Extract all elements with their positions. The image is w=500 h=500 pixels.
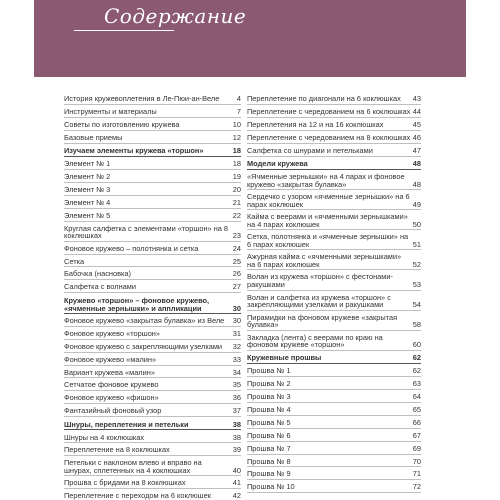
toc-page-number: 70 [412, 456, 421, 466]
toc-page-number: 52 [412, 260, 421, 270]
leader-line [64, 475, 241, 476]
toc-page-number: 12 [232, 132, 241, 142]
toc-entry-title: Прошва № 1 [247, 366, 291, 376]
toc-page-number: 46 [412, 132, 421, 142]
leader-line [64, 117, 241, 118]
leader-line [64, 169, 241, 170]
leader-line [64, 156, 241, 157]
toc-page-number: 41 [232, 478, 241, 488]
toc-page-number: 54 [412, 300, 421, 310]
toc-section-heading [247, 160, 421, 168]
toc-entry [247, 367, 421, 375]
toc-page-number: 71 [412, 469, 421, 479]
leader-line [247, 130, 421, 131]
toc-entry [247, 419, 421, 427]
toc-entry [64, 492, 241, 500]
toc-entry-title: Фоновое кружево «торшон» [64, 328, 161, 338]
toc-entry-title: Кружево «торшон» – фоновое кружево, «ячменные зернышки» и аппликации [64, 295, 210, 313]
toc-entry [64, 186, 241, 194]
leader-line [247, 104, 421, 105]
toc-entry-title: «Ячменные зернышки» на 4 парах и фоновое кружево «закрытая булавка» [247, 171, 405, 189]
toc-page-number: 48 [412, 179, 421, 189]
toc-entry-title: Салфетка со шнурами и петельками [247, 145, 373, 155]
toc-page-number: 22 [232, 210, 241, 220]
toc-entry-title: Фоновое кружево «малин» [64, 354, 157, 364]
toc-entry-title: Переплетение с чередованием на 8 коклюшках [247, 132, 411, 142]
toc-page-number: 7 [236, 106, 241, 116]
toc-entry-title: Прошва № 7 [247, 443, 291, 453]
toc-entry [247, 445, 421, 453]
toc-entry-title: Кружевные прошвы [247, 353, 322, 363]
toc-page-number: 72 [412, 482, 421, 492]
toc-page-number: 62 [412, 353, 421, 363]
toc-entry-title: Закладка (лента) с веерами по краю на фоновом кружеве «торшон» [247, 332, 383, 350]
leader-line [247, 117, 421, 118]
toc-page-number: 40 [232, 466, 241, 476]
toc-entry-title: Элемент № 2 [64, 171, 111, 181]
leader-line [247, 330, 421, 331]
toc-entry-title: Вариант кружева «малин» [64, 367, 155, 377]
toc-page-number: 26 [232, 269, 241, 279]
header-banner [34, 0, 466, 77]
toc-entry-title: Сердечко с узором «ячменные зернышки» на 6 парах коклюшек [247, 192, 410, 209]
toc-entry-title: Сетка, полотнянка и «ячменные зернышки» на 6 парах коклюшек [247, 232, 409, 250]
toc-entry-title: Сетка [64, 256, 85, 266]
toc-page-number: 32 [232, 341, 241, 351]
toc-entry [64, 381, 241, 389]
toc-entry-title: Переплетение с чередованием на 6 коклюшках [247, 106, 411, 116]
toc-right-column [247, 95, 421, 496]
leader-line [247, 363, 421, 364]
toc-page-number: 66 [412, 417, 421, 427]
toc-entry [64, 212, 241, 220]
toc-entry-title: Бабочка (насновка) [64, 269, 131, 279]
leader-line [64, 390, 241, 391]
title-underline [74, 30, 174, 31]
toc-page-number: 64 [412, 392, 421, 401]
toc-entry [247, 147, 421, 155]
toc-page-number: 58 [412, 320, 421, 330]
toc-entry-title: Петельки с наклоном влево и вправо на шнурах, сплетенных на 4 коклюшках [64, 458, 202, 476]
leader-line [64, 279, 241, 280]
toc-entry-title: Прошва № 3 [247, 392, 291, 401]
toc-entry-title: Базовые приемы [64, 132, 123, 142]
toc-entry-title: Элемент № 1 [64, 159, 111, 169]
toc-page-number: 27 [232, 282, 241, 292]
toc-page-number: 44 [412, 106, 421, 116]
toc-page-number: 65 [412, 404, 421, 414]
leader-line [64, 104, 241, 105]
toc-section-heading [247, 354, 421, 362]
leader-line [247, 310, 421, 311]
toc-page-number: 21 [232, 197, 241, 207]
toc-entry-title: Ажурная кайма с «ячменными зернышками» на 6 парах коклюшек [247, 252, 402, 270]
leader-line [247, 402, 421, 403]
toc-entry-title: История кружевоплетения в Ле-Пюи-ан-Веле [64, 94, 220, 103]
toc-entry [247, 108, 421, 116]
toc-entry-title: Фоновое кружево «закрытая булавка» из Веле [64, 315, 225, 325]
toc-page-number: 38 [232, 419, 241, 429]
toc-entry [247, 483, 421, 491]
leader-line [64, 292, 241, 293]
toc-entry-title: Переплетение с переходом на 6 коклюшек [64, 491, 211, 500]
leader-line [247, 492, 421, 493]
toc-entry [64, 258, 241, 266]
toc-page-number: 25 [232, 256, 241, 266]
toc-entry [64, 446, 241, 454]
toc-entry-title: Элемент № 4 [64, 197, 111, 207]
leader-line [64, 339, 241, 340]
leader-line [247, 466, 421, 467]
toc-page-number: 50 [412, 219, 421, 229]
toc-entry [64, 330, 241, 338]
toc-entry [247, 470, 421, 478]
toc-entry-title: Прошва № 8 [247, 456, 291, 466]
toc-entry-title: Шнуры на 4 коклюшках [64, 432, 145, 442]
leader-line [247, 290, 421, 291]
toc-page-number: 4 [236, 94, 241, 103]
toc-page-number: 30 [232, 315, 241, 325]
toc-entry [247, 253, 421, 269]
leader-line [247, 376, 421, 377]
leader-line [247, 454, 421, 455]
page-title: Содержание [104, 4, 247, 28]
toc-entry-title: Прошва № 2 [247, 379, 291, 389]
toc-entry-title: Элемент № 3 [64, 184, 111, 194]
toc-page-number: 47 [412, 145, 421, 155]
toc-entry-title: Круглая салфетка с элементами «торшон» на 8 коклюшках [64, 223, 229, 241]
toc-entry [247, 233, 421, 249]
toc-entry [64, 270, 241, 278]
toc-page-number: 18 [232, 146, 241, 156]
toc-entry [64, 108, 241, 116]
toc-entry-title: Фоновое кружево – полотнянка и сетка [64, 243, 199, 253]
toc-page-number: 24 [232, 243, 241, 253]
toc-entry [247, 213, 421, 229]
toc-entry [247, 193, 421, 209]
toc-page-number: 39 [232, 445, 241, 455]
toc-entry [64, 95, 241, 103]
toc-entry-title: Прошва № 6 [247, 430, 291, 440]
toc-entry-title: Прошва № 10 [247, 482, 295, 492]
toc-page-number: 36 [232, 393, 241, 403]
toc-page-number: 63 [412, 379, 421, 389]
toc-entry [64, 479, 241, 487]
toc-entry-title: Пирамидки на фоновом кружеве «закрытая булавка» [247, 312, 398, 330]
leader-line [64, 352, 241, 353]
toc-page-number: 35 [232, 380, 241, 390]
toc-entry [247, 121, 421, 129]
toc-entry-title: Фоновое кружево с закрепляющими узелками [64, 341, 223, 351]
toc-entry-title: Советы по изготовлению кружева [64, 119, 180, 129]
leader-line [247, 389, 421, 390]
toc-section-heading [64, 421, 241, 429]
toc-entry [247, 294, 421, 310]
toc-page-number: 45 [412, 119, 421, 129]
leader-line [247, 269, 421, 270]
toc-page-number: 51 [412, 240, 421, 250]
toc-entry [247, 95, 421, 103]
leader-line [64, 416, 241, 417]
toc-entry-title: Шнуры, переплетения и петельки [64, 419, 189, 429]
leader-line [64, 143, 241, 144]
toc-entry [64, 160, 241, 168]
toc-section-heading [64, 297, 241, 313]
toc-entry-title: Фантазийный фоновый узор [64, 406, 162, 416]
toc-entry [247, 406, 421, 414]
toc-page-number: 42 [232, 491, 241, 500]
toc-entry-title: Переплетения на 12 и на 16 коклюшках [247, 119, 384, 129]
toc-entry-title: Прошва № 5 [247, 417, 291, 427]
toc-entry [64, 407, 241, 415]
leader-line [247, 428, 421, 429]
toc-entry-title: Инструменты и материалы [64, 106, 157, 116]
toc-entry [64, 283, 241, 291]
toc-entry [64, 121, 241, 129]
toc-entry-title: Салфетка с волнами [64, 282, 136, 292]
toc-entry [64, 225, 241, 241]
toc-entry [64, 245, 241, 253]
leader-line [64, 403, 241, 404]
toc-page-number: 20 [232, 184, 241, 194]
toc-entry [247, 334, 421, 350]
leader-line [64, 208, 241, 209]
toc-entry [64, 134, 241, 142]
toc-page-number: 19 [232, 171, 241, 181]
leader-line [64, 326, 241, 327]
toc-entry [64, 356, 241, 364]
toc-page-number: 33 [232, 354, 241, 364]
toc-entry-title: Прошва № 9 [247, 469, 291, 479]
leader-line [247, 156, 421, 157]
leader-line [64, 365, 241, 366]
toc-section-heading [64, 147, 241, 155]
toc-entry-title: Переплетение по диагонали на 6 коклюшках [247, 94, 401, 103]
toc-entry-title: Изучаем элементы кружева «торшон» [64, 146, 204, 156]
leader-line [64, 429, 241, 430]
toc-page-number: 23 [232, 231, 241, 241]
leader-line [247, 415, 421, 416]
leader-line [247, 143, 421, 144]
toc-entry-title: Сетчатое фоновое кружево [64, 380, 159, 390]
leader-line [247, 209, 421, 210]
toc-page-number: 49 [412, 199, 421, 209]
toc-page-number: 31 [232, 328, 241, 338]
toc-entry-title: Прошва № 4 [247, 404, 291, 414]
toc-entry [247, 134, 421, 142]
toc-page-number: 60 [412, 340, 421, 350]
leader-line [247, 189, 421, 190]
toc-entry [64, 343, 241, 351]
leader-line [64, 195, 241, 196]
leader-line [247, 249, 421, 250]
toc-entry [64, 173, 241, 181]
toc-entry [64, 434, 241, 442]
leader-line [64, 266, 241, 267]
leader-line [64, 442, 241, 443]
toc-entry [247, 432, 421, 440]
leader-line [247, 350, 421, 351]
leader-line [64, 488, 241, 489]
toc-entry-title: Модели кружева [247, 159, 308, 169]
toc-entry-title: Волан и салфетка из кружева «торшон» с закрепляющими узелками и ракушками [247, 292, 391, 310]
toc-entry [64, 199, 241, 207]
leader-line [247, 479, 421, 480]
leader-line [64, 182, 241, 183]
leader-line [64, 130, 241, 131]
toc-entry [247, 380, 421, 388]
toc-page-number: 34 [232, 367, 241, 377]
toc-entry [247, 393, 421, 401]
toc-page-number: 38 [232, 432, 241, 442]
toc-entry-title: Прошва с бридами на 8 коклюшках [64, 478, 186, 488]
toc-entry [64, 394, 241, 402]
toc-entry [247, 273, 421, 289]
toc-page-number: 62 [412, 366, 421, 376]
toc-page-number: 67 [412, 430, 421, 440]
toc-page-number: 10 [232, 119, 241, 129]
toc-page-number: 30 [232, 303, 241, 313]
leader-line [64, 455, 241, 456]
toc-page-number: 69 [412, 443, 421, 453]
leader-line [64, 254, 241, 255]
leader-line [64, 313, 241, 314]
toc-entry-title: Фоновое кружево «фишон» [64, 393, 159, 403]
toc-entry [247, 458, 421, 466]
toc-entry-title: Кайма с веерами и «ячменными зернышками» на 4 парах коклюшек [247, 212, 408, 229]
toc-entry [64, 369, 241, 377]
toc-page-number: 53 [412, 280, 421, 290]
toc-entry [247, 314, 421, 330]
leader-line [247, 169, 421, 170]
leader-line [64, 221, 241, 222]
toc-entry-title: Переплетение на 8 коклюшках [64, 445, 170, 455]
toc-page-number: 37 [232, 406, 241, 416]
toc-page-number: 48 [412, 159, 421, 169]
toc-entry-title: Волан из кружева «торшон» с фестонами-ракушками [247, 272, 393, 290]
toc-left-column [64, 95, 241, 500]
toc-entry [247, 173, 421, 189]
leader-line [247, 229, 421, 230]
leader-line [247, 441, 421, 442]
toc-entry-title: Элемент № 5 [64, 210, 111, 220]
toc-entry [64, 459, 241, 475]
leader-line [64, 377, 241, 378]
leader-line [64, 241, 241, 242]
toc-page-number: 18 [232, 159, 241, 169]
toc-page-number: 43 [412, 94, 421, 103]
toc-entry [64, 317, 241, 325]
